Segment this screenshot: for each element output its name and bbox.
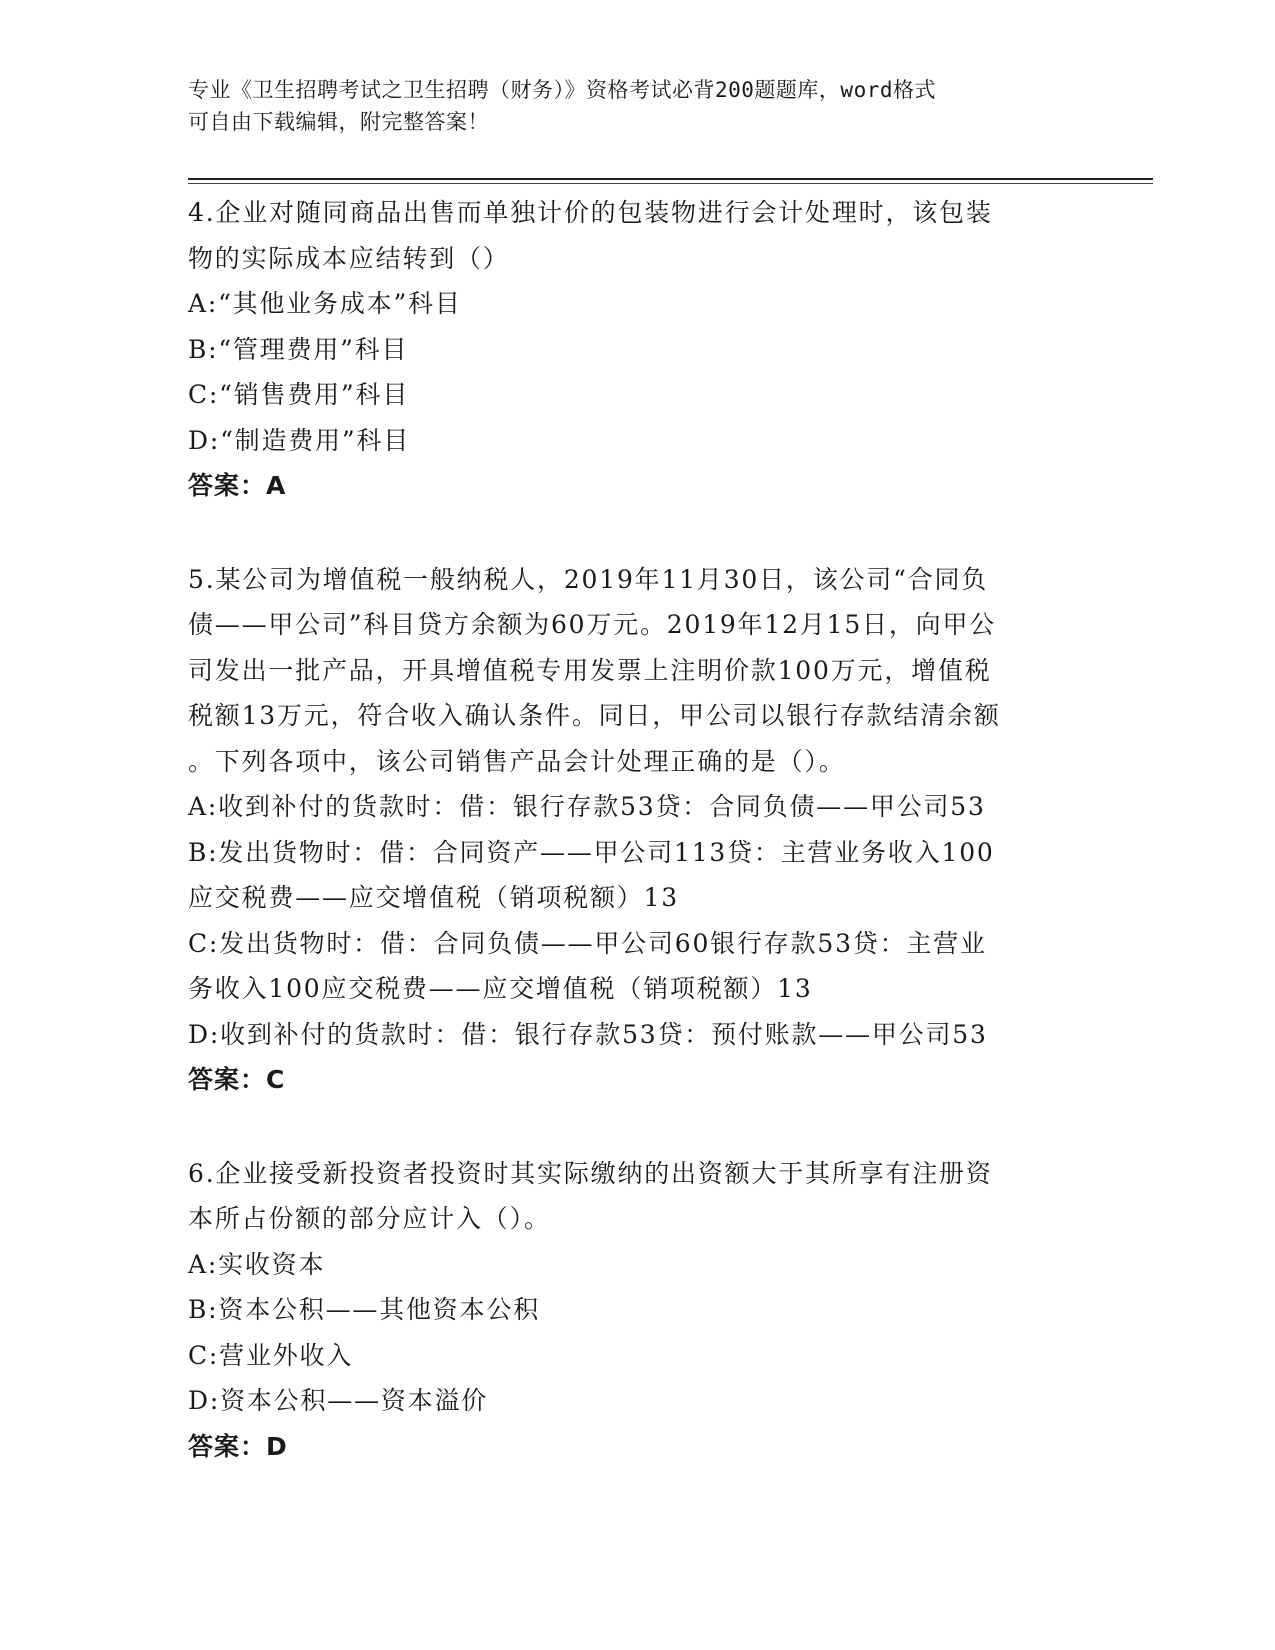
question-stem-line: 本所占份额的部分应计入（）。 (188, 1204, 551, 1233)
question-stem-line: 6.企业接受新投资者投资时其实际缴纳的出资额大于其所享有注册资 (188, 1158, 993, 1188)
option-b: B:“管理费用”科目 (188, 334, 409, 364)
answer-label: 答案：D (188, 1431, 288, 1461)
option-a: A:“其他业务成本”科目 (188, 289, 462, 318)
option-d: D:收到补付的货款时：借：银行存款53贷：预付账款——甲公司53 (188, 1019, 988, 1049)
header-divider-thick (188, 178, 1153, 180)
question-stem-line: 债——甲公司”科目贷方余额为60万元。2019年12月15日，向甲公 (188, 610, 997, 639)
question-stem-line: 5.某公司为增值税一般纳税人，2019年11月30日，该公司“合同负 (188, 564, 989, 594)
option-a: A:实收资本 (188, 1249, 326, 1279)
question-4 (188, 190, 1088, 509)
header-divider-thin (188, 183, 1153, 184)
option-c: C:发出货物时：借：合同负债——甲公司60银行存款53贷：主营业 (188, 928, 987, 958)
option-d: D:资本公积——资本溢价 (188, 1386, 489, 1415)
option-b: B:资本公积——其他资本公积 (188, 1295, 540, 1324)
answer-label: 答案：C (188, 1065, 286, 1094)
option-b: B:发出货物时：借：合同资产——甲公司113贷：主营业务收入100 (188, 837, 995, 867)
answer-label: 答案：A (188, 471, 287, 500)
question-6 (188, 1151, 1088, 1470)
question-stem-line: 物的实际成本应结转到（） (188, 243, 510, 273)
question-stem-line: 司发出一批产品，开具增值税专用发票上注明价款100万元，增值税 (188, 655, 992, 685)
header-line: 可自由下载编辑，附完整答案！ (188, 110, 489, 134)
option-c: C:营业外收入 (188, 1340, 354, 1370)
question-stem-line: 4.企业对随同商品出售而单独计价的包装物进行会计处理时，该包装 (188, 198, 993, 227)
question-list (188, 190, 1088, 1469)
option-d: D:“制造费用”科目 (188, 425, 411, 455)
header-line: 专业《卫生招聘考试之卫生招聘（财务）》资格考试必背200题题库，word格式 (188, 78, 936, 102)
option-c: C:“销售费用”科目 (188, 380, 410, 409)
option-b-continued: 应交税费——应交增值税（销项税额）13 (188, 883, 680, 912)
question-5 (188, 557, 1088, 1103)
question-stem-line: 税额13万元，符合收入确认条件。同日，甲公司以银行存款结清余额 (188, 701, 1001, 730)
option-a: A:收到补付的货款时：借：银行存款53贷：合同负债——甲公司53 (188, 792, 986, 821)
option-c-continued: 务收入100应交税费——应交增值税（销项税额）13 (188, 974, 813, 1003)
document-header (188, 74, 1068, 138)
question-stem-line: 。下列各项中，该公司销售产品会计处理正确的是（）。 (188, 746, 846, 776)
